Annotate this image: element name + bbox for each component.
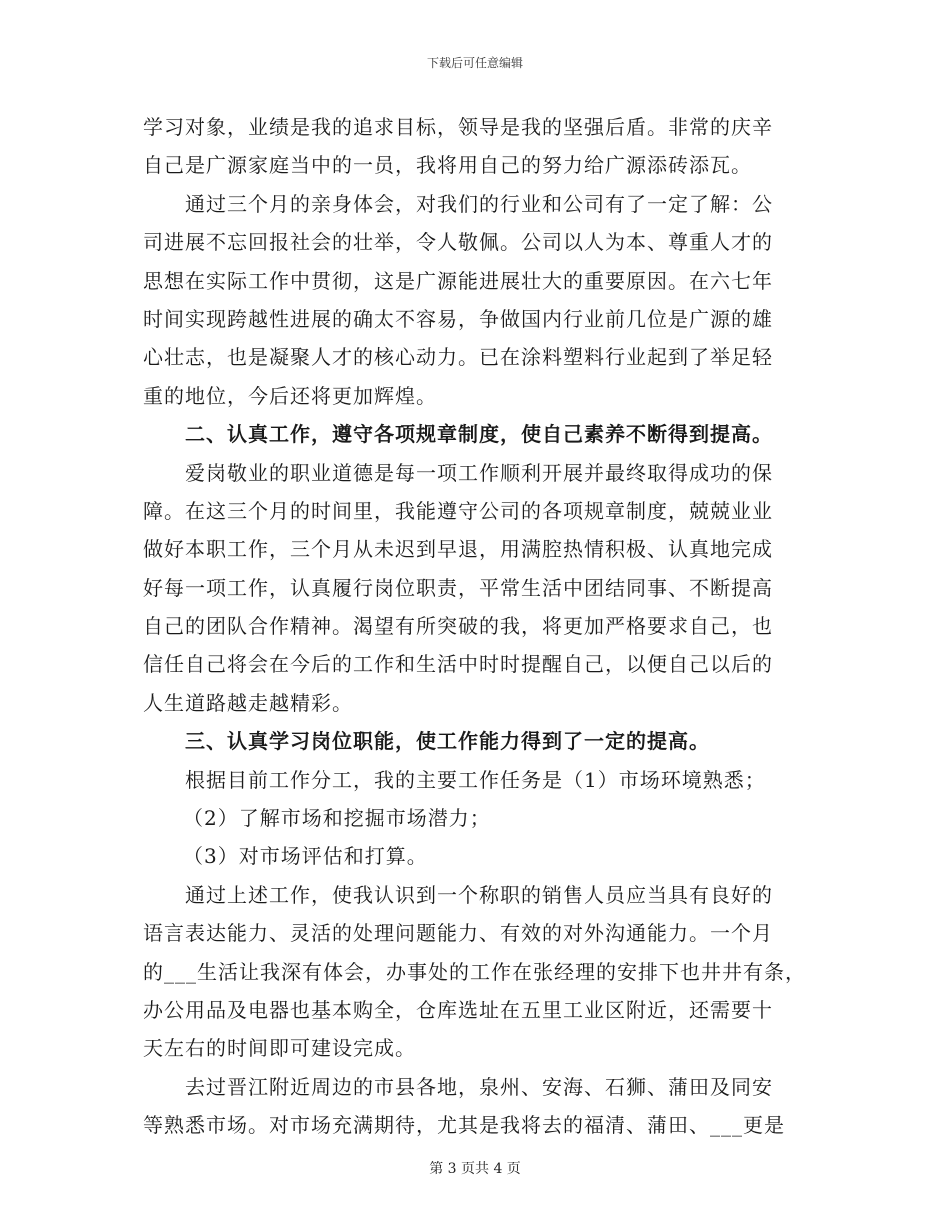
- body-line: 做好本职工作，三个月从未迟到早退，用满腔热情积极、认真地完成: [143, 537, 773, 562]
- section-heading: 二、认真工作，遵守各项规章制度，使自己素养不断得到提高。: [185, 422, 773, 447]
- body-line: 等熟悉市场。对市场充满期待，尤其是我将去的福清、蒲田、___更是: [143, 1113, 785, 1138]
- body-line: 障。在这三个月的时间里，我能遵守公司的各项规章制度，兢兢业业: [143, 498, 773, 523]
- body-line: 心壮志，也是凝聚人才的核心动力。已在涂料塑料行业起到了举足轻: [143, 345, 773, 370]
- paragraph-start: 通过上述工作，使我认识到一个称职的销售人员应当具有良好的: [185, 882, 773, 907]
- body-line: 的___生活让我深有体会，办事处的工作在张经理的安排下也井井有条，: [143, 959, 806, 984]
- body-line: 办公用品及电器也基本购全，仓库选址在五里工业区附近，还需要十: [143, 997, 773, 1022]
- body-line: 司进展不忘回报社会的壮举，令人敬佩。公司以人为本、尊重人才的: [143, 230, 773, 255]
- page-number: 第 3 页共 4 页: [429, 1161, 521, 1177]
- paragraph-start: 根据目前工作分工，我的主要工作任务是（1）市场环境熟悉；: [185, 767, 766, 792]
- paragraph-start: 去过晋江附近周边的市县各地，泉州、安海、石狮、蒲田及同安: [185, 1074, 773, 1099]
- body-line: 天左右的时间即可建设完成。: [143, 1036, 416, 1061]
- page-header: 下载后可任意编辑: [426, 56, 523, 70]
- body-line: 重的地位，今后还将更加辉煌。: [143, 383, 437, 408]
- paragraph-start: 爱岗敬业的职业道德是每一项工作顺利开展并最终取得成功的保: [185, 460, 773, 485]
- section-heading: 三、认真学习岗位职能，使工作能力得到了一定的提高。: [185, 729, 710, 754]
- document-body: [143, 108, 813, 1145]
- body-line: 学习对象，业绩是我的追求目标，领导是我的坚强后盾。非常的庆辛: [143, 115, 773, 139]
- body-line: 时间实现跨越性进展的确太不容易，争做国内行业前几位是广源的雄: [143, 306, 773, 331]
- body-line: 信任自己将会在今后的工作和生活中时时提醒自己，以便自己以后的: [143, 652, 773, 677]
- paragraph-start: 通过三个月的亲身体会，对我们的行业和公司有了一定了解：公: [185, 191, 773, 216]
- body-line: 自己是广源家庭当中的一员，我将用自己的努力给广源添砖添瓦。: [143, 153, 752, 178]
- body-line: 人生道路越走越精彩。: [143, 690, 353, 715]
- body-line: 好每一项工作，认真履行岗位职责，平常生活中团结同事、不断提高: [143, 575, 773, 600]
- body-line: 自己的团队合作精神。渴望有所突破的我，将更加严格要求自己，也: [143, 614, 773, 639]
- body-line: 语言表达能力、灵活的处理问题能力、有效的对外沟通能力。一个月: [143, 921, 773, 946]
- body-line: 思想在实际工作中贯彻，这是广源能进展壮大的重要原因。在六七年: [143, 268, 773, 293]
- list-item: （2）了解市场和挖掘市场潜力；: [183, 806, 491, 831]
- list-item: （3）对市场评估和打算。: [183, 844, 428, 869]
